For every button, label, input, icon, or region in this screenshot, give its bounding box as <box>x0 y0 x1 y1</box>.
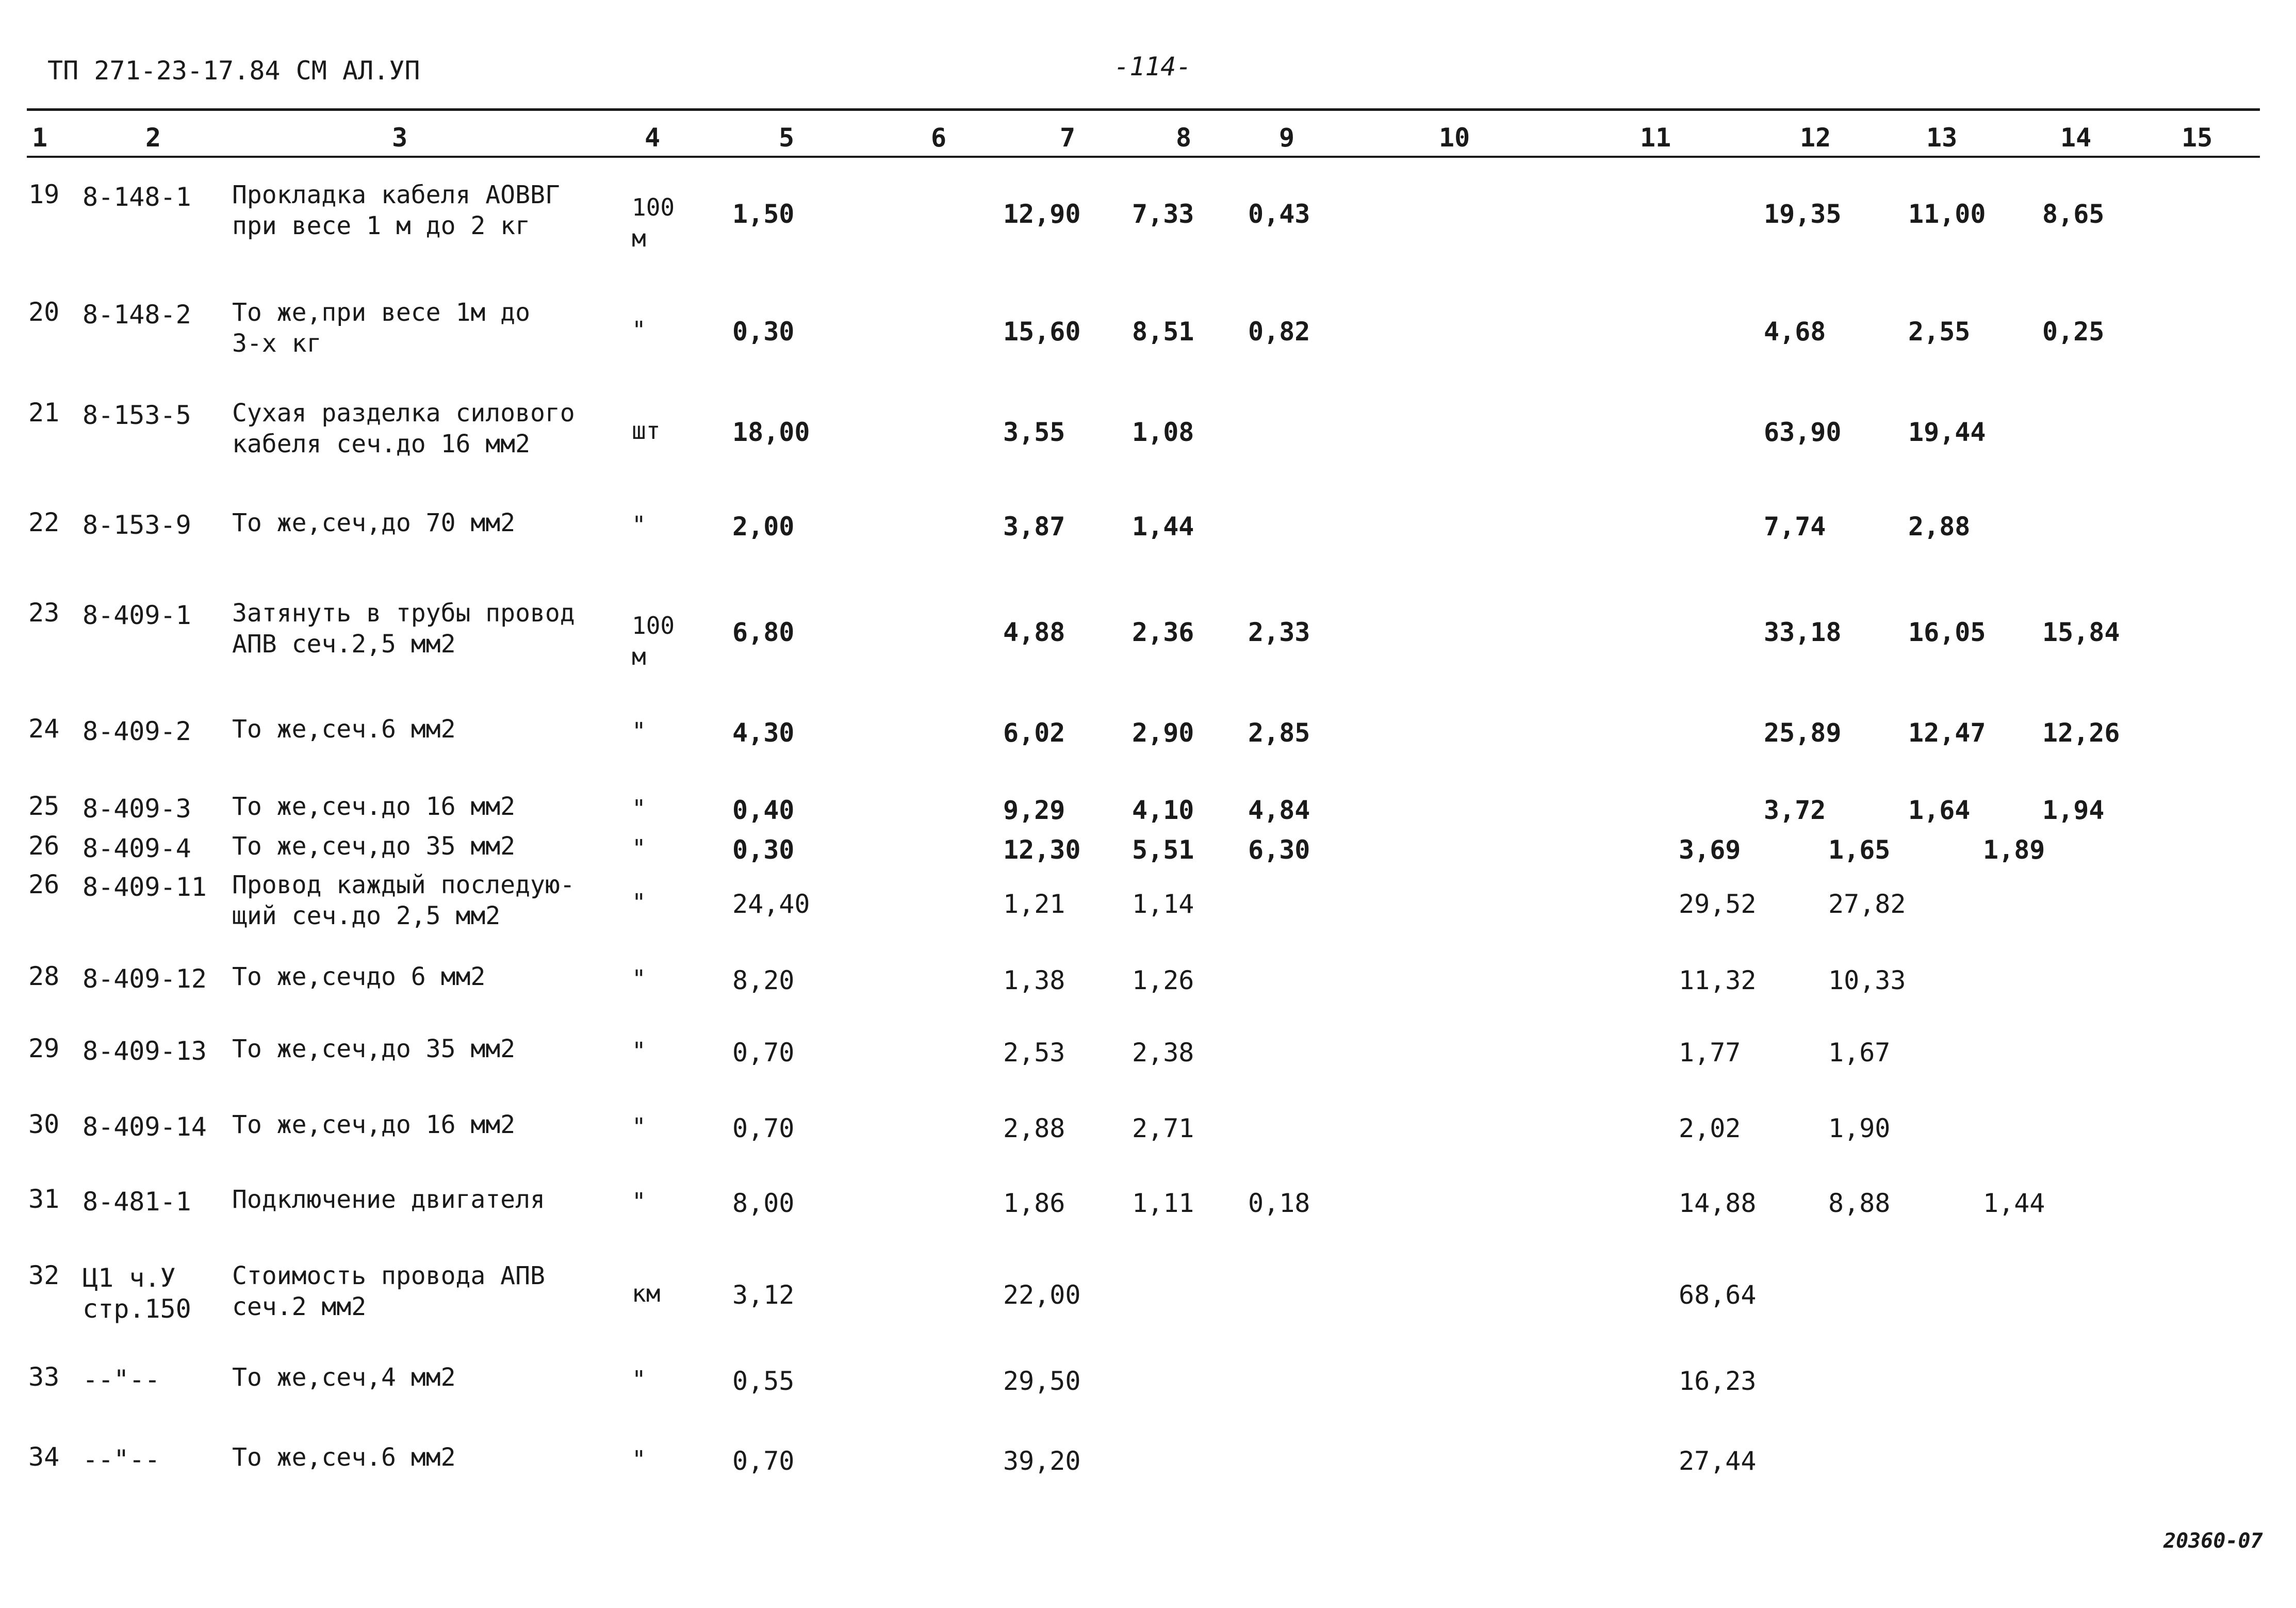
row-value-5: 24,40 <box>732 889 810 919</box>
row-value-7: 1,21 <box>1003 889 1065 919</box>
row-unit: " <box>632 717 646 745</box>
row-value-9: 0,18 <box>1248 1188 1310 1218</box>
row-value-11: 1,77 <box>1679 1038 1741 1068</box>
row-value-12: 1,67 <box>1828 1038 1891 1068</box>
row-value-12: 10,33 <box>1828 965 1906 995</box>
row-value-5: 0,70 <box>732 1113 795 1143</box>
row-value-7: 2,53 <box>1003 1038 1065 1068</box>
row-value-9: 0,82 <box>1248 317 1310 347</box>
row-number: 22 <box>28 507 60 537</box>
row-value-11: 14,88 <box>1679 1188 1757 1218</box>
column-number-14: 14 <box>2060 123 2092 153</box>
row-number: 24 <box>28 714 60 744</box>
row-description: То же,сечдо 6 мм2 <box>232 962 486 991</box>
row-value-13: 2,88 <box>1908 512 1971 542</box>
row-value-7: 12,30 <box>1003 835 1081 865</box>
row-value-7: 2,88 <box>1003 1113 1065 1143</box>
row-value-13: 1,44 <box>1983 1188 2045 1218</box>
row-value-12: 4,68 <box>1764 317 1826 347</box>
row-code: 8-481-1 <box>83 1187 191 1217</box>
row-value-12: 25,89 <box>1764 718 1842 748</box>
row-number: 26 <box>28 869 60 899</box>
row-value-12: 1,65 <box>1828 835 1891 865</box>
row-unit: " <box>632 316 646 344</box>
row-value-7: 39,20 <box>1003 1446 1081 1476</box>
row-unit: км <box>632 1279 661 1307</box>
header-top-rule <box>27 108 2260 111</box>
row-code: 8-148-1 <box>83 182 191 212</box>
column-number-8: 8 <box>1176 123 1192 153</box>
row-value-8: 2,38 <box>1132 1038 1194 1068</box>
row-value-12: 63,90 <box>1764 417 1842 447</box>
row-value-5: 0,30 <box>732 835 795 865</box>
row-number: 30 <box>28 1109 60 1139</box>
row-description: То же,сеч.6 мм2 <box>232 715 456 744</box>
row-value-7: 29,50 <box>1003 1366 1081 1396</box>
row-value-8: 1,11 <box>1132 1188 1194 1218</box>
row-value-11: 16,23 <box>1679 1366 1757 1396</box>
row-value-5: 0,30 <box>732 317 795 347</box>
row-value-5: 8,20 <box>732 965 795 995</box>
row-description: Стоимость провода АПВ сеч.2 мм2 <box>232 1261 545 1321</box>
row-value-11: 27,44 <box>1679 1446 1757 1476</box>
column-number-1: 1 <box>32 123 48 153</box>
row-unit: 100 м <box>632 193 675 252</box>
row-number: 19 <box>28 179 60 209</box>
row-description: То же,сеч,до 16 мм2 <box>232 1110 516 1139</box>
row-value-9: 6,30 <box>1248 835 1310 865</box>
row-code: 8-409-1 <box>83 600 191 630</box>
row-value-9: 0,43 <box>1248 199 1310 229</box>
row-value-12: 8,88 <box>1828 1188 1891 1218</box>
row-value-7: 1,86 <box>1003 1188 1065 1218</box>
row-value-12: 7,74 <box>1764 512 1826 542</box>
column-number-15: 15 <box>2182 123 2213 153</box>
row-value-8: 8,51 <box>1132 317 1194 347</box>
row-value-5: 8,00 <box>732 1188 795 1218</box>
row-unit: " <box>632 965 646 993</box>
row-value-8: 4,10 <box>1132 795 1194 825</box>
row-code: 8-409-14 <box>83 1112 207 1142</box>
row-number: 33 <box>28 1362 60 1392</box>
row-value-8: 2,90 <box>1132 718 1194 748</box>
row-value-8: 1,26 <box>1132 965 1194 995</box>
row-number: 23 <box>28 598 60 628</box>
row-value-8: 1,14 <box>1132 889 1194 919</box>
column-number-3: 3 <box>392 123 408 153</box>
row-value-13: 1,89 <box>1983 835 2045 865</box>
row-value-7: 4,88 <box>1003 617 1065 647</box>
row-unit: " <box>632 1113 646 1141</box>
row-value-14: 12,26 <box>2042 718 2120 748</box>
row-value-13: 2,55 <box>1908 317 1971 347</box>
column-number-4: 4 <box>645 123 661 153</box>
row-value-14: 1,94 <box>2042 795 2105 825</box>
row-description: То же,сеч.до 16 мм2 <box>232 792 516 821</box>
row-code: Ц1 ч.У стр.150 <box>83 1263 191 1324</box>
row-value-11: 3,69 <box>1679 835 1741 865</box>
row-value-5: 0,40 <box>732 795 795 825</box>
column-number-6: 6 <box>931 123 947 153</box>
row-value-8: 7,33 <box>1132 199 1194 229</box>
row-value-13: 1,64 <box>1908 795 1971 825</box>
row-value-11: 68,64 <box>1679 1280 1757 1310</box>
row-value-5: 6,80 <box>732 617 795 647</box>
row-unit: " <box>632 1037 646 1065</box>
row-description: То же,сеч,до 70 мм2 <box>232 508 516 537</box>
row-value-7: 12,90 <box>1003 199 1081 229</box>
row-value-5: 0,55 <box>732 1366 795 1396</box>
row-description: Сухая разделка силового кабеля сеч.до 16 мм2 <box>232 399 575 458</box>
row-value-5: 4,30 <box>732 718 795 748</box>
row-value-5: 0,70 <box>732 1038 795 1068</box>
row-code: 8-153-5 <box>83 400 191 430</box>
header-bottom-rule <box>27 156 2260 158</box>
row-value-9: 2,85 <box>1248 718 1310 748</box>
row-value-5: 3,12 <box>732 1280 795 1310</box>
row-unit: шт <box>632 417 661 445</box>
row-value-14: 15,84 <box>2042 617 2120 647</box>
row-number: 29 <box>28 1033 60 1063</box>
row-number: 26 <box>28 831 60 861</box>
column-number-13: 13 <box>1926 123 1958 153</box>
row-unit: " <box>632 1446 646 1473</box>
row-value-5: 2,00 <box>732 512 795 542</box>
row-value-11: 11,32 <box>1679 965 1757 995</box>
row-value-12: 33,18 <box>1764 617 1842 647</box>
row-code: --"-- <box>83 1445 160 1474</box>
row-value-12: 1,90 <box>1828 1113 1891 1143</box>
row-value-13: 19,44 <box>1908 417 1986 447</box>
row-description: Прокладка кабеля АОВВГ при весе 1 м до 2 кг <box>232 181 560 240</box>
row-description: То же,при весе 1м до 3-х кг <box>232 298 530 358</box>
row-value-5: 0,70 <box>732 1446 795 1476</box>
row-code: 8-409-2 <box>83 716 191 746</box>
page-number: -114- <box>1114 52 1192 81</box>
row-number: 21 <box>28 398 60 428</box>
row-value-13: 16,05 <box>1908 617 1986 647</box>
archive-stamp: 20360-07 <box>2163 1529 2263 1553</box>
row-number: 20 <box>28 297 60 327</box>
column-number-10: 10 <box>1439 123 1470 153</box>
row-number: 25 <box>28 791 60 821</box>
row-value-9: 2,33 <box>1248 617 1310 647</box>
row-unit: " <box>632 834 646 862</box>
row-value-8: 2,36 <box>1132 617 1194 647</box>
row-value-11: 29,52 <box>1679 889 1757 919</box>
row-description: То же,сеч,до 35 мм2 <box>232 832 516 861</box>
column-number-5: 5 <box>779 123 795 153</box>
column-number-11: 11 <box>1640 123 1671 153</box>
row-unit: " <box>632 1366 646 1393</box>
row-value-7: 15,60 <box>1003 317 1081 347</box>
row-value-7: 9,29 <box>1003 795 1065 825</box>
row-value-13: 12,47 <box>1908 718 1986 748</box>
row-value-7: 3,87 <box>1003 512 1065 542</box>
row-description: Подключение двигателя <box>232 1185 545 1214</box>
row-value-7: 6,02 <box>1003 718 1065 748</box>
row-description: Затянуть в трубы провод АПВ сеч.2,5 мм2 <box>232 599 575 659</box>
row-code: 8-409-12 <box>83 964 207 994</box>
column-number-2: 2 <box>145 123 161 153</box>
row-unit: 100 м <box>632 612 675 670</box>
row-value-14: 8,65 <box>2042 199 2105 229</box>
row-number: 31 <box>28 1184 60 1214</box>
row-value-12: 3,72 <box>1764 795 1826 825</box>
row-unit: " <box>632 889 646 916</box>
row-description: То же,сеч.6 мм2 <box>232 1443 456 1472</box>
row-value-8: 1,08 <box>1132 417 1194 447</box>
column-number-12: 12 <box>1800 123 1831 153</box>
row-unit: " <box>632 1188 646 1216</box>
row-value-8: 1,44 <box>1132 512 1194 542</box>
row-code: 8-409-3 <box>83 794 191 824</box>
row-value-8: 5,51 <box>1132 835 1194 865</box>
row-unit: " <box>632 795 646 823</box>
row-code: 8-153-9 <box>83 510 191 540</box>
row-number: 28 <box>28 961 60 991</box>
row-code: 8-409-4 <box>83 833 191 863</box>
row-code: 8-409-13 <box>83 1036 207 1066</box>
row-value-11: 2,02 <box>1679 1113 1741 1143</box>
row-value-9: 4,84 <box>1248 795 1310 825</box>
row-unit: " <box>632 511 646 539</box>
row-value-8: 2,71 <box>1132 1113 1194 1143</box>
column-number-7: 7 <box>1060 123 1076 153</box>
row-value-12: 27,82 <box>1828 889 1906 919</box>
row-value-7: 1,38 <box>1003 965 1065 995</box>
row-number: 32 <box>28 1260 60 1290</box>
row-code: --"-- <box>83 1365 160 1394</box>
row-value-7: 22,00 <box>1003 1280 1081 1310</box>
row-description: Провод каждый последую- щий сеч.до 2,5 мм2 <box>232 871 575 930</box>
document-code: ТП 271-23-17.84 СМ АЛ.УП <box>47 56 420 86</box>
row-value-14: 0,25 <box>2042 317 2105 347</box>
row-value-5: 1,50 <box>732 199 795 229</box>
row-value-5: 18,00 <box>732 417 810 447</box>
row-number: 34 <box>28 1442 60 1472</box>
row-description: То же,сеч,до 35 мм2 <box>232 1035 516 1063</box>
row-description: То же,сеч,4 мм2 <box>232 1363 456 1392</box>
row-value-12: 19,35 <box>1764 199 1842 229</box>
row-value-7: 3,55 <box>1003 417 1065 447</box>
row-value-13: 11,00 <box>1908 199 1986 229</box>
row-code: 8-409-11 <box>83 872 207 902</box>
row-code: 8-148-2 <box>83 300 191 330</box>
column-number-9: 9 <box>1279 123 1295 153</box>
